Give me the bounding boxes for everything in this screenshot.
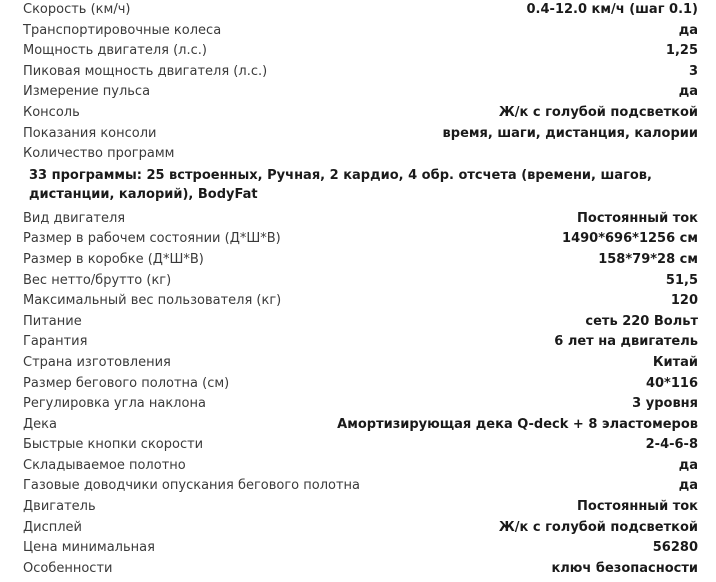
spec-label: Дисплей — [23, 519, 83, 535]
spec-row-working-size — [0, 229, 716, 250]
spec-value: Ж/к с голубой подсветкой — [498, 104, 698, 120]
spec-row-motor — [0, 497, 716, 518]
spec-row-speed — [0, 0, 716, 21]
spec-row-country — [0, 353, 716, 374]
spec-row-belt-size — [0, 374, 716, 395]
spec-label: Мощность двигателя (л.с.) — [23, 43, 207, 59]
spec-value: сеть 220 Вольт — [585, 313, 698, 329]
spec-value: 40*116 — [645, 375, 698, 391]
spec-row-peak-power — [0, 62, 716, 83]
spec-label: Пиковая мощность двигателя (л.с.) — [23, 63, 268, 79]
spec-label: Питание — [23, 313, 82, 329]
spec-row-console — [0, 103, 716, 124]
spec-row-max-user-weight — [0, 291, 716, 312]
spec-value: 0.4-12.0 км/ч (шаг 0.1) — [526, 2, 698, 17]
spec-value: 2-4-6-8 — [645, 437, 698, 453]
spec-label: Транспортировочные колеса — [23, 22, 222, 38]
spec-value: 56280 — [652, 540, 698, 556]
spec-value: ключ безопасности — [551, 560, 698, 576]
spec-value-programs: 33 программы: 25 встроенных, Ручная, 2 кардио, 4 обр. отсчета (времени, шагов, дистанции, калорий), BodyFat — [29, 167, 652, 202]
spec-label: Измерение пульса — [23, 84, 151, 100]
spec-value: да — [678, 84, 698, 100]
spec-label: Цена минимальная — [23, 540, 155, 556]
spec-value: Ж/к с голубой подсветкой — [498, 519, 698, 535]
spec-row-warranty — [0, 332, 716, 353]
spec-label: Консоль — [23, 104, 80, 120]
spec-value: да — [678, 478, 698, 494]
spec-label: Максимальный вес пользователя (кг) — [23, 293, 282, 309]
spec-value: 1490*696*1256 см — [562, 231, 698, 247]
spec-label: Вес нетто/брутто (кг) — [23, 272, 172, 288]
spec-label: Показания консоли — [23, 125, 157, 141]
spec-label: Размер бегового полотна (см) — [23, 375, 230, 391]
spec-value: да — [678, 22, 698, 38]
spec-value: Амортизирующая дека Q-deck + 8 эластомеров — [337, 416, 698, 432]
spec-row-foldable — [0, 456, 716, 477]
spec-row-console-readings — [0, 124, 716, 145]
spec-row-deck — [0, 415, 716, 436]
spec-label: Быстрые кнопки скорости — [23, 437, 204, 453]
spec-row-pulse — [0, 82, 716, 103]
spec-row-gas-closers — [0, 476, 716, 497]
spec-row-box-size — [0, 250, 716, 271]
spec-value: 3 уровня — [632, 396, 698, 412]
spec-label: Размер в рабочем состоянии (Д*Ш*В) — [23, 231, 281, 247]
spec-value: Постоянный ток — [577, 499, 698, 515]
spec-label: Складываемое полотно — [23, 457, 186, 473]
spec-value: 1,25 — [665, 43, 698, 59]
spec-label: Количество программ — [23, 146, 175, 162]
spec-value: Китай — [652, 354, 698, 370]
spec-label: Регулировка угла наклона — [23, 396, 206, 412]
spec-label: Скорость (км/ч) — [23, 2, 131, 17]
spec-row-motor-power — [0, 41, 716, 62]
spec-row-speed-buttons — [0, 435, 716, 456]
spec-label: Двигатель — [23, 499, 96, 515]
spec-label: Страна изготовления — [23, 354, 171, 370]
spec-row-transport-wheels — [0, 21, 716, 42]
spec-label: Дека — [23, 416, 57, 432]
spec-value: время, шаги, дистанция, калории — [442, 125, 698, 141]
spec-row-display — [0, 518, 716, 539]
spec-value: 3 — [688, 63, 698, 79]
spec-label: Гарантия — [23, 334, 88, 350]
spec-row-motor-type — [0, 209, 716, 230]
spec-label: Вид двигателя — [23, 210, 126, 226]
spec-label: Газовые доводчики опускания бегового полотна — [23, 478, 361, 494]
spec-label: Размер в коробке (Д*Ш*В) — [23, 251, 204, 267]
spec-row-min-price — [0, 538, 716, 559]
spec-value: да — [678, 457, 698, 473]
spec-value: 120 — [670, 293, 698, 309]
spec-label: Особенности — [23, 560, 113, 576]
spec-value: 51,5 — [665, 272, 698, 288]
spec-row-weight — [0, 271, 716, 292]
spec-value: 158*79*28 см — [598, 251, 698, 267]
spec-row-programs — [0, 144, 716, 165]
spec-value: Постоянный ток — [577, 210, 698, 226]
spec-row-power-supply — [0, 312, 716, 333]
spec-row-features — [0, 559, 716, 580]
spec-row-incline — [0, 394, 716, 415]
spec-value: 6 лет на двигатель — [554, 334, 698, 350]
